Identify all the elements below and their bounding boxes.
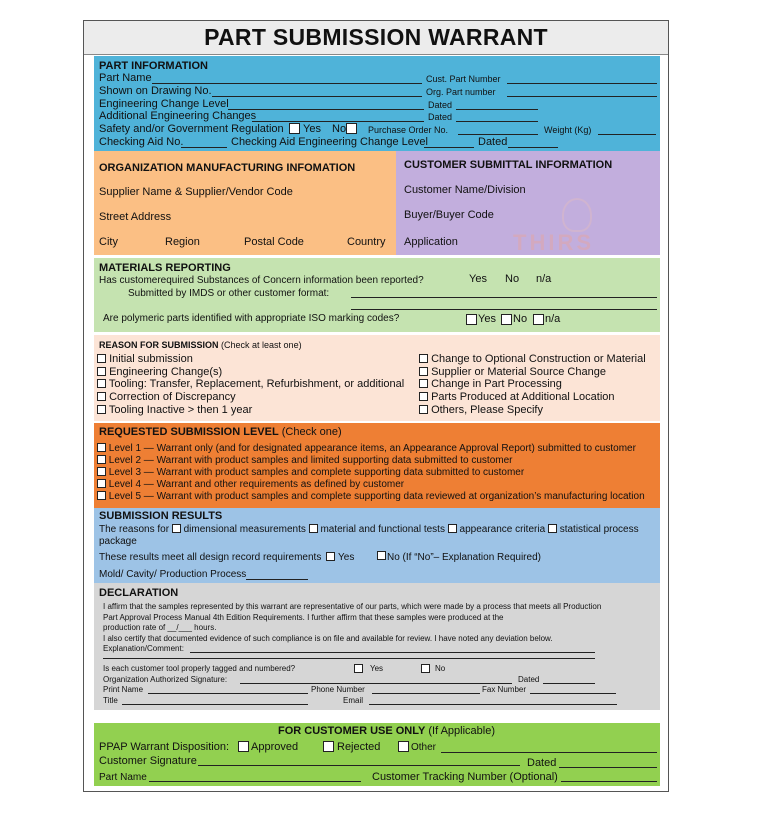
declaration-text-1: I affirm that the samples represented by this warrant are representative of our parts, which were made by a process that meets all Production xyxy=(103,602,602,611)
reason-heading-row xyxy=(99,340,302,350)
checkbox[interactable] xyxy=(97,354,106,363)
statistical-checkbox[interactable] xyxy=(548,524,557,533)
requested-heading: REQUESTED SUBMISSION LEVEL xyxy=(99,426,279,438)
customer-heading: CUSTOMER SUBMITTAL INFORMATION xyxy=(404,159,613,171)
checkbox[interactable] xyxy=(97,379,106,388)
part-name-field[interactable] xyxy=(152,83,422,84)
polymeric-no-label: No xyxy=(513,313,528,325)
checkbox[interactable] xyxy=(97,367,106,376)
package-label: package xyxy=(99,536,137,547)
checkbox[interactable] xyxy=(419,367,428,376)
fax-field[interactable] xyxy=(530,693,616,694)
tool-no-checkbox[interactable] xyxy=(421,664,430,673)
checking-aid-eng-label: Checking Aid Engineering Change Level xyxy=(231,136,428,148)
title-field[interactable] xyxy=(122,704,308,705)
level-label: Level 1 — Warrant only (and for designated appearance items, an Appearance Approval Report) submitted to customer xyxy=(108,443,636,454)
org-part-number-field[interactable] xyxy=(507,96,657,97)
checkbox[interactable] xyxy=(419,354,428,363)
reasons-for-row xyxy=(99,524,639,535)
dated-field-1[interactable] xyxy=(456,109,538,110)
reasons-for-label: The reasons for xyxy=(99,524,170,535)
safety-reg-label: Safety and/or Government Regulation xyxy=(99,123,284,135)
polymeric-na-label: n/a xyxy=(545,313,561,325)
reason-label: Initial submission xyxy=(109,353,193,365)
dated-label-2: Dated xyxy=(428,112,453,122)
explanation-label: Explanation/Comment: xyxy=(103,644,184,653)
explanation-field[interactable] xyxy=(190,652,595,653)
buyer-label: Buyer/Buyer Code xyxy=(404,209,494,221)
safety-no-label: No xyxy=(332,123,347,135)
requested-heading-row xyxy=(99,426,342,438)
phone-label: Phone Number xyxy=(311,685,365,694)
tracking-label: Customer Tracking Number (Optional) xyxy=(372,771,558,783)
material-label: material and functional tests xyxy=(320,524,445,535)
dimensional-label: dimensional measurements xyxy=(183,524,306,535)
email-label: Email xyxy=(343,696,364,705)
reason-label: Others, Please Specify xyxy=(431,404,543,416)
cu-part-name-label: Part Name xyxy=(99,772,147,783)
tool-question: Is each customer tool properly tagged and numbered? xyxy=(103,664,296,673)
appearance-checkbox[interactable] xyxy=(448,524,457,533)
requested-note: (Check one) xyxy=(281,426,342,438)
org-part-number-label: Org. Part number xyxy=(426,87,496,97)
cust-part-number-field[interactable] xyxy=(507,83,657,84)
print-name-label: Print Name xyxy=(103,685,144,694)
level-5-option[interactable] xyxy=(97,491,645,502)
rejected-checkbox[interactable] xyxy=(323,741,334,752)
safety-yes-label: Yes xyxy=(303,123,321,135)
level-2-option[interactable] xyxy=(97,455,513,466)
email-field[interactable] xyxy=(369,704,617,705)
submitted-by-field[interactable] xyxy=(351,297,657,298)
tool-yes-label: Yes xyxy=(370,664,384,673)
reason-right-5[interactable] xyxy=(419,404,543,416)
level-label: Level 2 — Warrant with product samples and limited supporting data submitted to customer xyxy=(108,455,513,466)
level-label: Level 5 — Warrant with product samples and complete supporting data reviewed at organization’s manufacturing location xyxy=(108,491,645,502)
title-label: Title xyxy=(103,696,118,705)
org-signature-field[interactable] xyxy=(240,683,512,684)
cu-dated-label: Dated xyxy=(527,757,557,769)
tool-no-label: No xyxy=(435,664,446,673)
customer-signature-label: Customer Signature xyxy=(99,755,197,767)
checkbox[interactable] xyxy=(97,392,106,401)
part-name-label: Part Name xyxy=(99,72,152,84)
rejected-label: Rejected xyxy=(337,741,381,753)
street-address-label: Street Address xyxy=(99,211,172,223)
approved-checkbox[interactable] xyxy=(238,741,249,752)
supplier-name-label: Supplier Name & Supplier/Vendor Code xyxy=(99,186,293,198)
polymeric-no-checkbox[interactable] xyxy=(501,314,512,325)
dimensional-checkbox[interactable] xyxy=(172,524,181,533)
dec-dated-field[interactable] xyxy=(543,683,595,684)
phone-field[interactable] xyxy=(372,693,480,694)
customer-name-label: Customer Name/Division xyxy=(404,184,526,196)
checkbox[interactable] xyxy=(97,467,106,476)
checkbox[interactable] xyxy=(419,392,428,401)
polymeric-na-checkbox[interactable] xyxy=(533,314,544,325)
materials-heading: MATERIALS REPORTING xyxy=(99,262,231,274)
reason-label: Engineering Change(s) xyxy=(109,366,223,378)
fax-label: Fax Number xyxy=(482,685,527,694)
lightbulb-watermark-icon xyxy=(562,198,592,232)
results-heading: SUBMISSION RESULTS xyxy=(99,510,223,522)
polymeric-yes-label: Yes xyxy=(478,313,496,325)
reason-note: (Check at least one) xyxy=(221,340,302,350)
declaration-heading: DECLARATION xyxy=(99,587,179,599)
reason-label: Parts Produced at Additional Location xyxy=(431,391,615,403)
meet-no-checkbox[interactable] xyxy=(377,551,386,560)
checkbox[interactable] xyxy=(97,405,106,414)
safety-yes-checkbox[interactable] xyxy=(289,123,300,134)
reason-right-1[interactable] xyxy=(419,353,646,365)
reason-left-2[interactable] xyxy=(97,366,222,378)
customer-use-heading: FOR CUSTOMER USE ONLY xyxy=(278,725,426,737)
form-title: PART SUBMISSION WARRANT xyxy=(84,21,668,55)
purchase-order-field[interactable] xyxy=(458,134,538,135)
declaration-text-4: I also certify that documented evidence of such compliance is on file and available for review. I have noted any deviation below. xyxy=(103,634,553,643)
approved-label: Approved xyxy=(251,741,299,753)
checkbox[interactable] xyxy=(419,379,428,388)
cust-part-number-label: Cust. Part Number xyxy=(426,74,501,84)
meet-no-label: No (If “No”– Explanation Required) xyxy=(387,552,541,563)
cu-dated-field[interactable] xyxy=(559,767,657,768)
cu-part-name-field[interactable] xyxy=(149,781,361,782)
level-1-option[interactable] xyxy=(97,443,636,454)
tool-yes-checkbox[interactable] xyxy=(354,664,363,673)
watermark-logo: THIRS xyxy=(513,230,594,255)
meet-yes-checkbox[interactable] xyxy=(326,552,335,561)
checking-aid-field[interactable] xyxy=(181,147,227,148)
dated-label-1: Dated xyxy=(428,100,453,110)
part-info-heading: PART INFORMATION xyxy=(99,60,208,72)
declaration-text-3: production rate of __/___ hours. xyxy=(103,623,217,632)
eng-change-level-field[interactable] xyxy=(228,109,424,110)
mold-label: Mold/ Cavity/ Production Process xyxy=(99,569,247,580)
disposition-label: PPAP Warrant Disposition: xyxy=(99,741,230,753)
meet-all-label: These results meet all design record requirements xyxy=(99,552,322,563)
additional-eng-changes-field[interactable] xyxy=(252,121,424,122)
reason-right-3[interactable] xyxy=(419,378,562,390)
dated-field-3[interactable] xyxy=(508,147,558,148)
substances-question: Has customerequired Substances of Concern information been reported? xyxy=(99,275,424,286)
drawing-no-label: Shown on Drawing No. xyxy=(99,85,212,97)
weight-label: Weight (Kg) xyxy=(544,125,592,135)
submitted-by-label: Submitted by IMDS or other customer format: xyxy=(128,288,330,299)
reason-right-4[interactable] xyxy=(419,391,615,403)
eng-change-level-label: Engineering Change Level xyxy=(99,98,229,110)
reason-label: Tooling: Transfer, Replacement, Refurbishment, or additional xyxy=(108,378,405,390)
checkbox[interactable] xyxy=(97,443,106,452)
explanation-field-2[interactable] xyxy=(103,658,595,659)
country-label: Country xyxy=(347,236,386,248)
application-label: Application xyxy=(404,236,458,248)
dec-dated-label: Dated xyxy=(518,675,540,684)
polymeric-yes-checkbox[interactable] xyxy=(466,314,477,325)
checking-aid-label: Checking Aid No. xyxy=(99,136,184,148)
checkbox[interactable] xyxy=(97,455,106,464)
reason-label: Correction of Discrepancy xyxy=(109,391,236,403)
level-4-option[interactable] xyxy=(97,479,404,490)
customer-signature-field[interactable] xyxy=(198,765,520,766)
org-heading: ORGANIZATION MANUFACTURING INFOMATION xyxy=(99,162,356,174)
reason-left-4[interactable] xyxy=(97,391,236,403)
drawing-no-field[interactable] xyxy=(212,96,422,97)
postal-code-label: Postal Code xyxy=(244,236,304,248)
level-label: Level 3 — Warrant with product samples and complete supporting data submitted to customer xyxy=(108,467,525,478)
reason-left-3[interactable] xyxy=(97,378,404,390)
customer-use-heading-row xyxy=(278,725,495,737)
level-label: Level 4 — Warrant and other requirements as defined by customer xyxy=(108,479,405,490)
additional-eng-changes-label: Additional Engineering Changes xyxy=(99,110,257,122)
appearance-label: appearance criteria xyxy=(459,524,546,535)
region-label: Region xyxy=(165,236,200,248)
substances-yes[interactable]: Yes xyxy=(469,273,487,285)
submitted-by-field-2[interactable] xyxy=(351,309,657,310)
tracking-field[interactable] xyxy=(561,781,657,782)
material-checkbox[interactable] xyxy=(309,524,318,533)
reason-right-2[interactable] xyxy=(419,366,606,378)
declaration-text-2: Part Approval Process Manual 4th Edition Requirements. I further affirm that these samples were produced at the xyxy=(103,613,504,622)
weight-field[interactable] xyxy=(598,134,656,135)
substances-no[interactable]: No xyxy=(505,273,520,285)
reason-label: Tooling Inactive > then 1 year xyxy=(108,404,253,416)
safety-no-checkbox[interactable] xyxy=(346,123,357,134)
mold-field[interactable] xyxy=(246,579,308,580)
checkbox[interactable] xyxy=(419,405,428,414)
reason-left-5[interactable] xyxy=(97,404,252,416)
other-checkbox[interactable] xyxy=(398,741,409,752)
other-label: Other xyxy=(411,742,437,753)
checking-aid-eng-field[interactable] xyxy=(424,147,474,148)
org-signature-label: Organization Authorized Signature: xyxy=(103,675,228,684)
dated-label-3: Dated xyxy=(478,136,508,148)
customer-use-note: (If Applicable) xyxy=(428,725,496,737)
reason-heading: REASON FOR SUBMISSION xyxy=(99,340,219,350)
reason-label: Supplier or Material Source Change xyxy=(431,366,606,378)
print-name-field[interactable] xyxy=(148,693,308,694)
city-label: City xyxy=(99,236,118,248)
other-field[interactable] xyxy=(441,752,657,753)
checkbox[interactable] xyxy=(97,479,106,488)
checkbox[interactable] xyxy=(97,491,106,500)
purchase-order-label: Purchase Order No. xyxy=(368,125,449,135)
statistical-label: statistical process xyxy=(559,524,639,535)
reason-label: Change to Optional Construction or Material xyxy=(431,353,646,365)
level-3-option[interactable] xyxy=(97,467,524,478)
dated-field-2[interactable] xyxy=(456,121,538,122)
meet-yes-label: Yes xyxy=(338,552,355,563)
reason-left-1[interactable] xyxy=(97,353,193,365)
reason-label: Change in Part Processing xyxy=(431,378,562,390)
polymeric-question: Are polymeric parts identified with appropriate ISO marking codes? xyxy=(103,313,400,324)
substances-na[interactable]: n/a xyxy=(536,273,552,285)
